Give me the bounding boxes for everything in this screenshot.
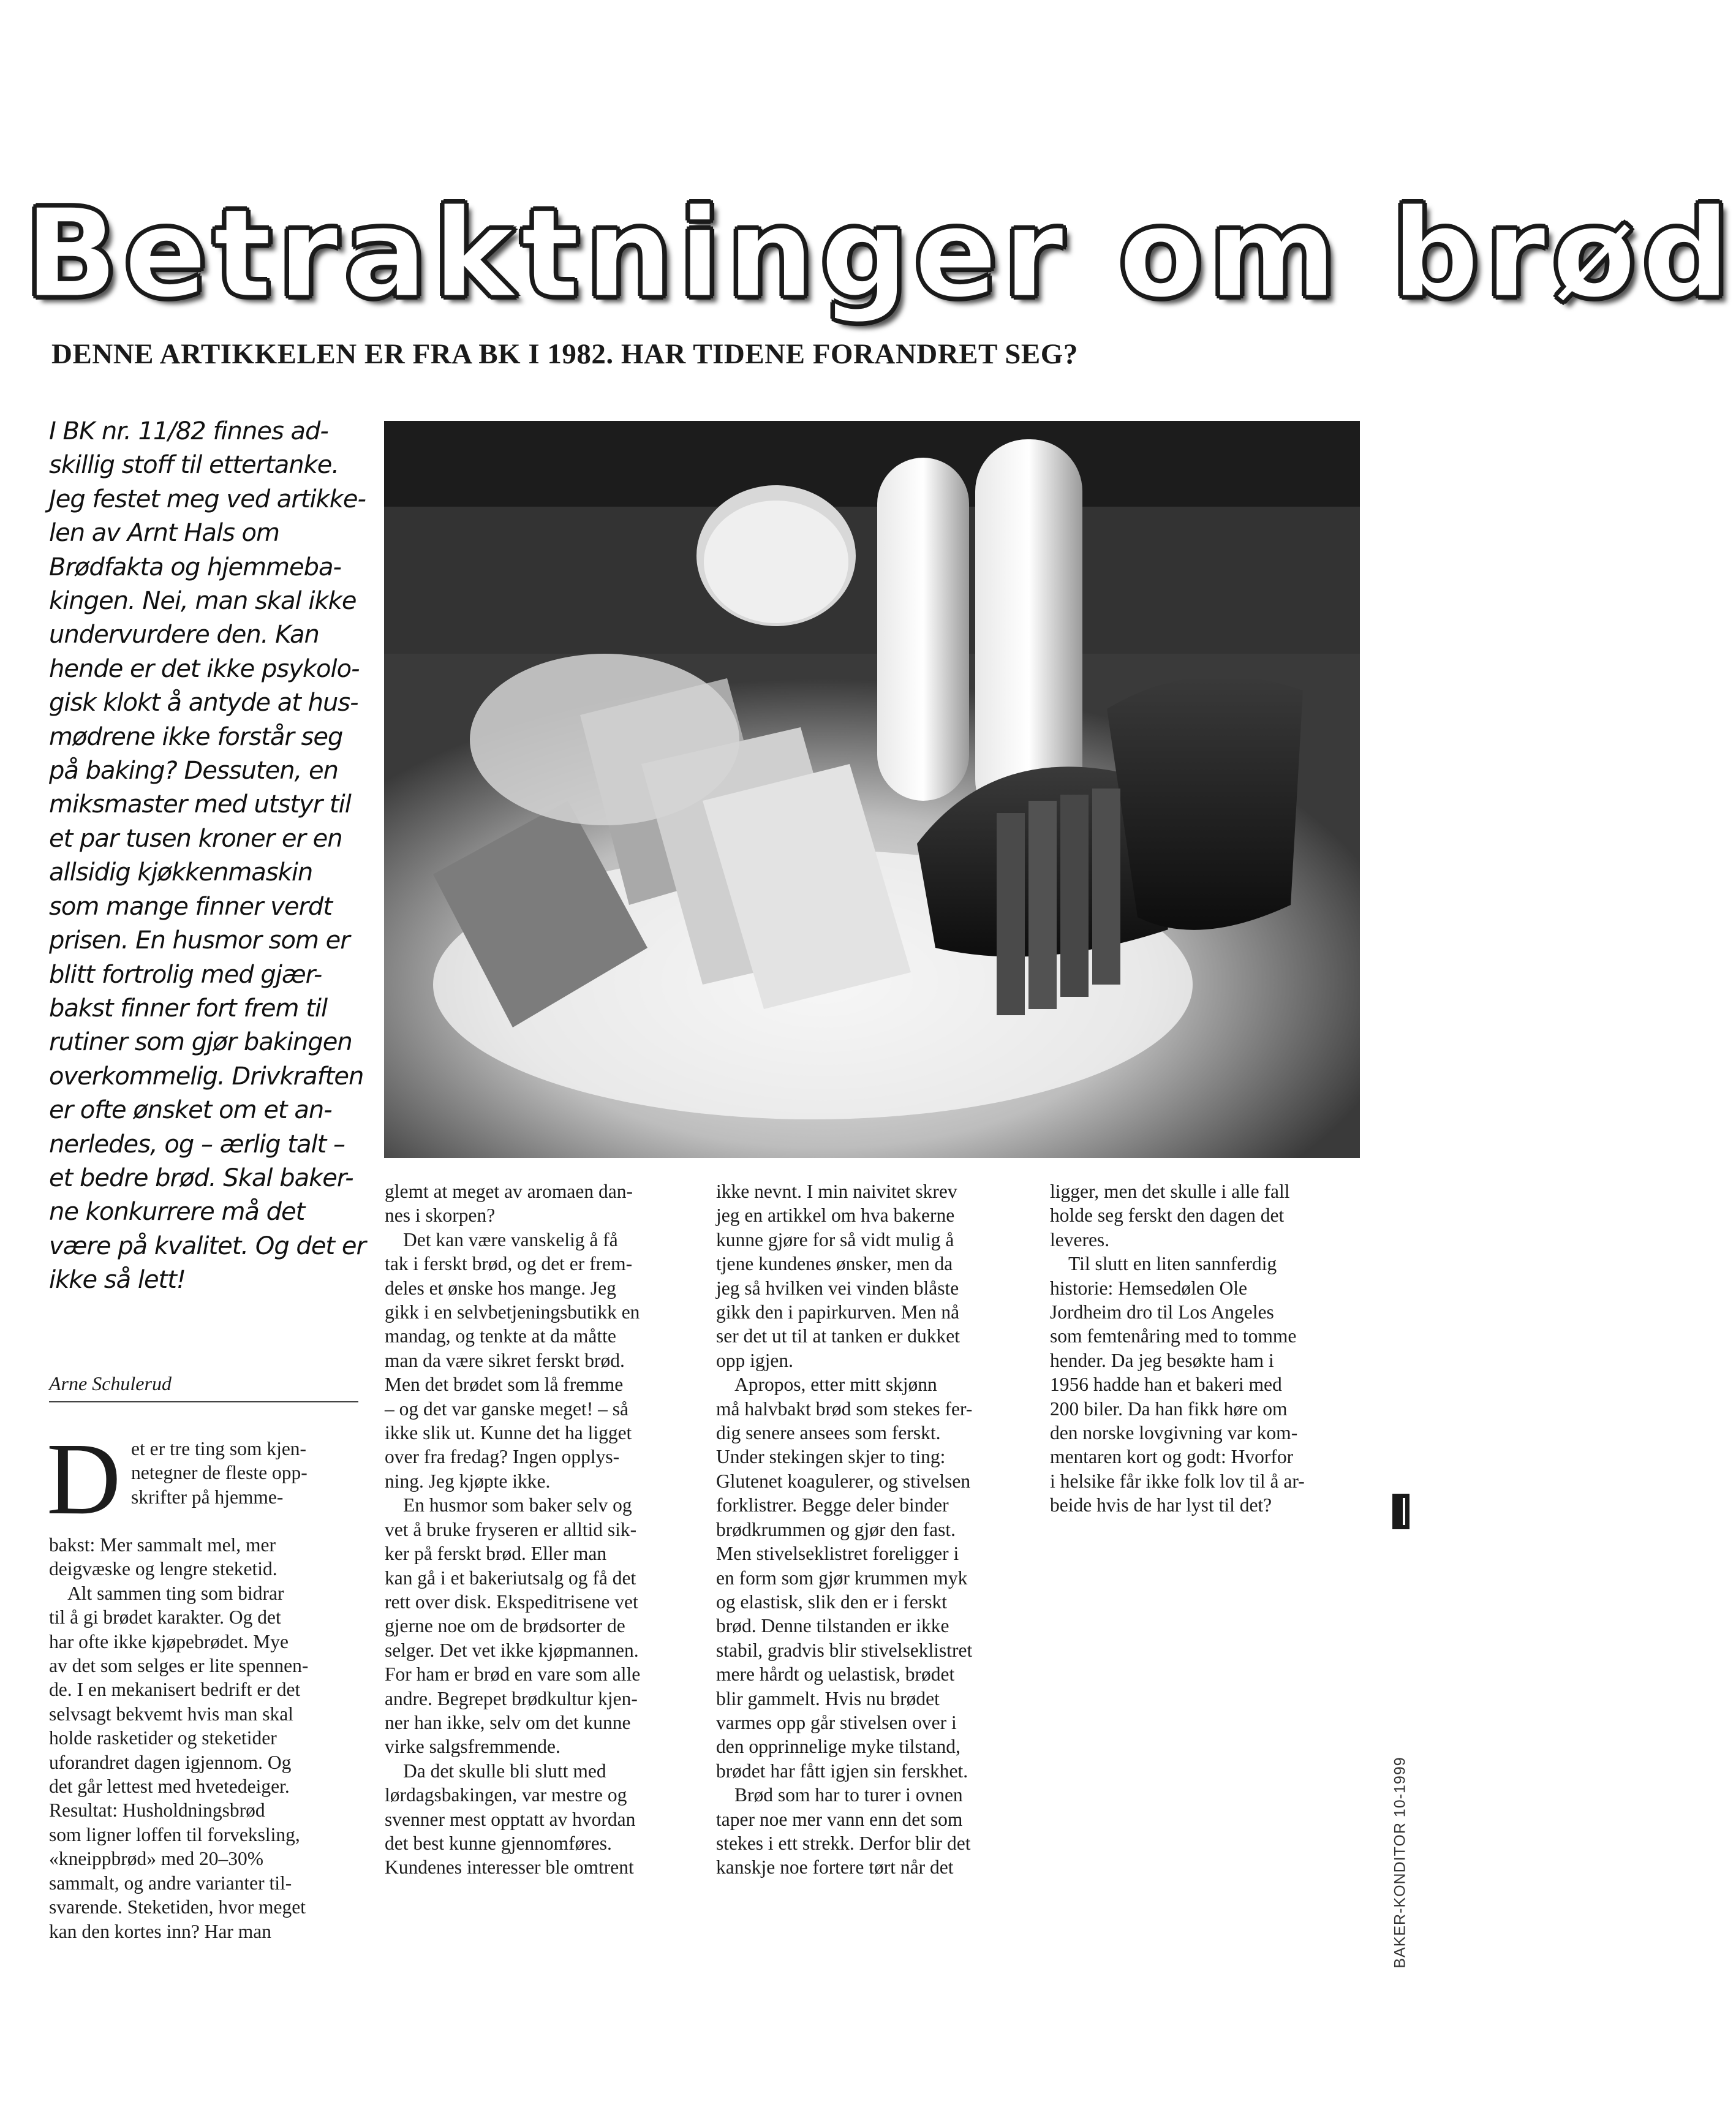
text-line: kan gå i et bakeriutsalg og få det	[385, 1567, 636, 1589]
text-line: svarende. Steketiden, hvor meget	[49, 1896, 306, 1918]
text-line: Men stivelseklistret foreligger i	[716, 1543, 959, 1565]
text-line: ning. Jeg kjøpte ikke.	[385, 1470, 551, 1492]
text-line: hender. Da jeg besøkte ham i	[1050, 1349, 1274, 1371]
text-line: leveres.	[1050, 1228, 1110, 1250]
text-line: ikke slik ut. Kunne det ha ligget	[385, 1422, 632, 1444]
section-tab-marker-stripe	[1403, 1498, 1405, 1525]
text-line: på baking? Dessuten, en	[49, 757, 338, 785]
text-line: et bedre brød. Skal baker-	[49, 1163, 353, 1192]
text-line: deigvæske og lengre steketid.	[49, 1558, 277, 1580]
text-line: Brød som har to turer i ovnen	[734, 1784, 963, 1806]
text-line: mentaren kort og godt: Hvorfor	[1050, 1446, 1294, 1468]
drop-cap: D	[47, 1422, 121, 1536]
text-line: som femtenåring med to tomme	[1050, 1325, 1297, 1347]
text-line: skrifter på hjemme-	[131, 1486, 284, 1508]
column-1-wrap	[131, 1437, 308, 1509]
text-line: deles et ønske hos mange. Jeg	[385, 1277, 616, 1299]
text-line: må halvbakt brød som stekes fer-	[716, 1398, 973, 1420]
text-line: gisk klokt å antyde at hus-	[49, 689, 358, 717]
text-line: dig senere ansees som ferskt.	[716, 1422, 941, 1444]
vertical-footer-text: BAKER-KONDITOR 10-1999	[1391, 1757, 1409, 1969]
text-line: er ofte ønsket om et an-	[49, 1096, 332, 1125]
vertical-footer-label	[1384, 1709, 1416, 2016]
text-line: netegner de fleste opp-	[131, 1462, 308, 1484]
text-line: brødkrummen og gjør den fast.	[716, 1518, 956, 1540]
text-line: 200 biler. Da han fikk høre om	[1050, 1398, 1288, 1420]
text-line: være på kvalitet. Og det er	[49, 1231, 366, 1260]
text-line: sammalt, og andre varianter til-	[49, 1872, 292, 1894]
text-line: ser det ut til at tanken er dukket	[716, 1325, 960, 1347]
text-line: blitt fortrolig med gjær-	[49, 960, 322, 989]
text-line: over fra fredag? Ingen opplys-	[385, 1446, 620, 1468]
text-line: bakst finner fort frem til	[49, 994, 328, 1023]
text-line: tjene kundenes ønsker, men da	[716, 1253, 953, 1275]
text-line: En husmor som baker selv og	[403, 1494, 632, 1516]
text-line: prisen. En husmor som er	[49, 926, 350, 955]
text-line: overkommelig. Drivkraften	[49, 1062, 364, 1091]
text-line: har ofte ikke kjøpebrødet. Mye	[49, 1630, 289, 1652]
text-line: som ligner loffen til forveksling,	[49, 1823, 300, 1845]
text-line: historie: Hemsedølen Ole	[1050, 1277, 1247, 1299]
text-line: Under stekingen skjer to ting:	[716, 1446, 946, 1468]
text-line: ne konkurrere må det	[49, 1198, 305, 1227]
text-line: Kundenes interesser ble omtrent	[385, 1856, 634, 1878]
text-line: Men det brødet som lå fremme	[385, 1374, 624, 1396]
text-line: miksmaster med utstyr til	[49, 790, 351, 819]
text-line: forklistrer. Begge deler binder	[716, 1494, 949, 1516]
text-line: opp igjen.	[716, 1349, 793, 1371]
bread-photo	[384, 421, 1360, 1158]
text-line: gjerne noe om de brødsorter de	[385, 1615, 625, 1637]
text-line: blir gammelt. Hvis nu brødet	[716, 1687, 940, 1709]
column-3	[716, 1179, 972, 1880]
author-divider	[49, 1401, 358, 1402]
text-line: jeg en artikkel om hva bakerne	[716, 1205, 955, 1227]
text-line: i helsike får ikke folk lov til å ar-	[1050, 1470, 1305, 1492]
text-line: brød. Denne tilstanden er ikke	[716, 1615, 949, 1637]
text-line: gikk den i papirkurven. Men nå	[716, 1301, 960, 1323]
text-line: mødrene ikke forstår seg	[49, 722, 343, 751]
text-line: tak i ferskt brød, og det er frem-	[385, 1253, 633, 1275]
text-line: gikk i en selvbetjeningsbutikk en	[385, 1301, 640, 1323]
column-2	[385, 1179, 640, 1880]
text-line: nerledes, og – ærlig talt –	[49, 1130, 345, 1159]
text-line: svenner mest opptatt av hvordan	[385, 1808, 636, 1830]
text-line: brødet har fått igjen sin ferskhet.	[716, 1760, 968, 1782]
text-line: selger. Det vet ikke kjøpmannen.	[385, 1639, 639, 1661]
text-line: I BK nr. 11/82 finnes ad-	[49, 417, 328, 445]
text-line: For ham er brød en vare som alle	[385, 1663, 641, 1685]
text-line: et par tusen kroner er en	[49, 824, 342, 853]
text-line: som mange finner verdt	[49, 892, 333, 921]
text-line: og elastisk, slik den er i ferskt	[716, 1591, 948, 1613]
text-line: jeg så hvilken vei vinden blåste	[716, 1277, 959, 1299]
text-line: ligger, men det skulle i alle fall	[1050, 1181, 1290, 1202]
text-line: Jeg festet meg ved artikke-	[49, 485, 366, 513]
text-line: mandag, og tenkte at da måtte	[385, 1325, 616, 1347]
text-line: kan den kortes inn? Har man	[49, 1920, 272, 1942]
text-line: kunne gjøre for så vidt mulig å	[716, 1228, 954, 1250]
text-line: Alt sammen ting som bidrar	[67, 1582, 284, 1604]
text-line: Det kan være vanskelig å få	[403, 1228, 618, 1250]
text-line: det går lettest med hvetedeiger.	[49, 1776, 290, 1798]
text-line: Apropos, etter mitt skjønn	[734, 1374, 937, 1396]
text-line: 1956 hadde han et bakeri med	[1050, 1374, 1282, 1396]
text-line: bakst: Mer sammalt mel, mer	[49, 1534, 276, 1556]
text-line: en form som gjør krummen myk	[716, 1567, 968, 1589]
text-line: et er tre ting som kjen-	[131, 1438, 307, 1459]
text-line: – og det var ganske meget! – så	[385, 1398, 628, 1420]
text-line: den norske lovgivning var kom-	[1050, 1422, 1298, 1444]
text-line: ner han ikke, selv om det kunne	[385, 1711, 631, 1733]
text-line: rutiner som gjør bakingen	[49, 1028, 352, 1057]
section-tab-marker	[1392, 1494, 1410, 1529]
text-line: man da være sikret ferskt brød.	[385, 1349, 625, 1371]
text-line: selvsagt bekvemt hvis man skal	[49, 1703, 293, 1725]
text-line: mere hårdt og uelastisk, brødet	[716, 1663, 955, 1685]
text-line: rett over disk. Ekspeditrisene vet	[385, 1591, 638, 1613]
text-line: kingen. Nei, man skal ikke	[49, 587, 357, 616]
text-line: allsidig kjøkkenmaskin	[49, 858, 313, 887]
text-line: stekes i ett strekk. Derfor blir det	[716, 1832, 971, 1854]
subheadline: DENNE ARTIKKELEN ER FRA BK I 1982. HAR TIDENE FORANDRET SEG?	[51, 338, 1078, 370]
text-line: holde rasketider og steketider	[49, 1727, 277, 1749]
text-line: skillig stoff til ettertanke.	[49, 451, 339, 480]
text-line: len av Arnt Hals om	[49, 519, 279, 548]
text-line: «kneippbrød» med 20–30%	[49, 1848, 263, 1870]
intro-text	[49, 415, 368, 1298]
text-line: av det som selges er lite spennen-	[49, 1655, 309, 1677]
text-line: de. I en mekanisert bedrift er det	[49, 1679, 301, 1701]
text-line: glemt at meget av aromaen dan-	[385, 1181, 633, 1202]
text-line: ker på ferskt brød. Eller man	[385, 1543, 607, 1565]
text-line: Til slutt en liten sannferdig	[1068, 1253, 1277, 1275]
text-line: den opprinnelige myke tilstand,	[716, 1736, 960, 1758]
text-line: holde seg ferskt den dagen det	[1050, 1205, 1285, 1227]
column-4	[1050, 1179, 1305, 1518]
article-title: Betraktninger om brød	[25, 183, 1736, 325]
text-line: stabil, gradvis blir stivelseklistret	[716, 1639, 973, 1661]
text-line: kanskje noe fortere tørt når det	[716, 1856, 954, 1878]
text-line: ikke nevnt. I min naivitet skrev	[716, 1181, 957, 1202]
text-line: Da det skulle bli slutt med	[403, 1760, 606, 1782]
text-line: ikke så lett!	[49, 1266, 186, 1295]
text-line: varmes opp går stivelsen over i	[716, 1711, 957, 1733]
text-line: nes i skorpen?	[385, 1205, 496, 1227]
text-line: vet å bruke fryseren er alltid sik-	[385, 1518, 637, 1540]
text-line: taper noe mer vann enn det som	[716, 1808, 963, 1830]
text-line: uforandret dagen igjennom. Og	[49, 1751, 292, 1773]
text-line: virke salgsfremmende.	[385, 1736, 560, 1758]
column-1	[49, 1533, 308, 1943]
text-line: lørdagsbakingen, var mestre og	[385, 1784, 627, 1806]
text-line: Brødfakta og hjemmeba-	[49, 553, 341, 581]
text-line: Resultat: Husholdningsbrød	[49, 1799, 265, 1821]
bread-photo-illustration	[384, 421, 1360, 1158]
text-line: til å gi brødet karakter. Og det	[49, 1606, 281, 1628]
text-line: undervurdere den. Kan	[49, 621, 319, 649]
text-line: andre. Begrepet brødkultur kjen-	[385, 1687, 638, 1709]
text-line: Jordheim dro til Los Angeles	[1050, 1301, 1274, 1323]
text-line: hende er det ikke psykolo-	[49, 654, 360, 683]
text-line: beide hvis de har lyst til det?	[1050, 1494, 1272, 1516]
text-line: Glutenet koagulerer, og stivelsen	[716, 1470, 971, 1492]
author-byline: Arne Schulerud	[49, 1372, 172, 1394]
text-line: det best kunne gjennomføres.	[385, 1832, 612, 1854]
